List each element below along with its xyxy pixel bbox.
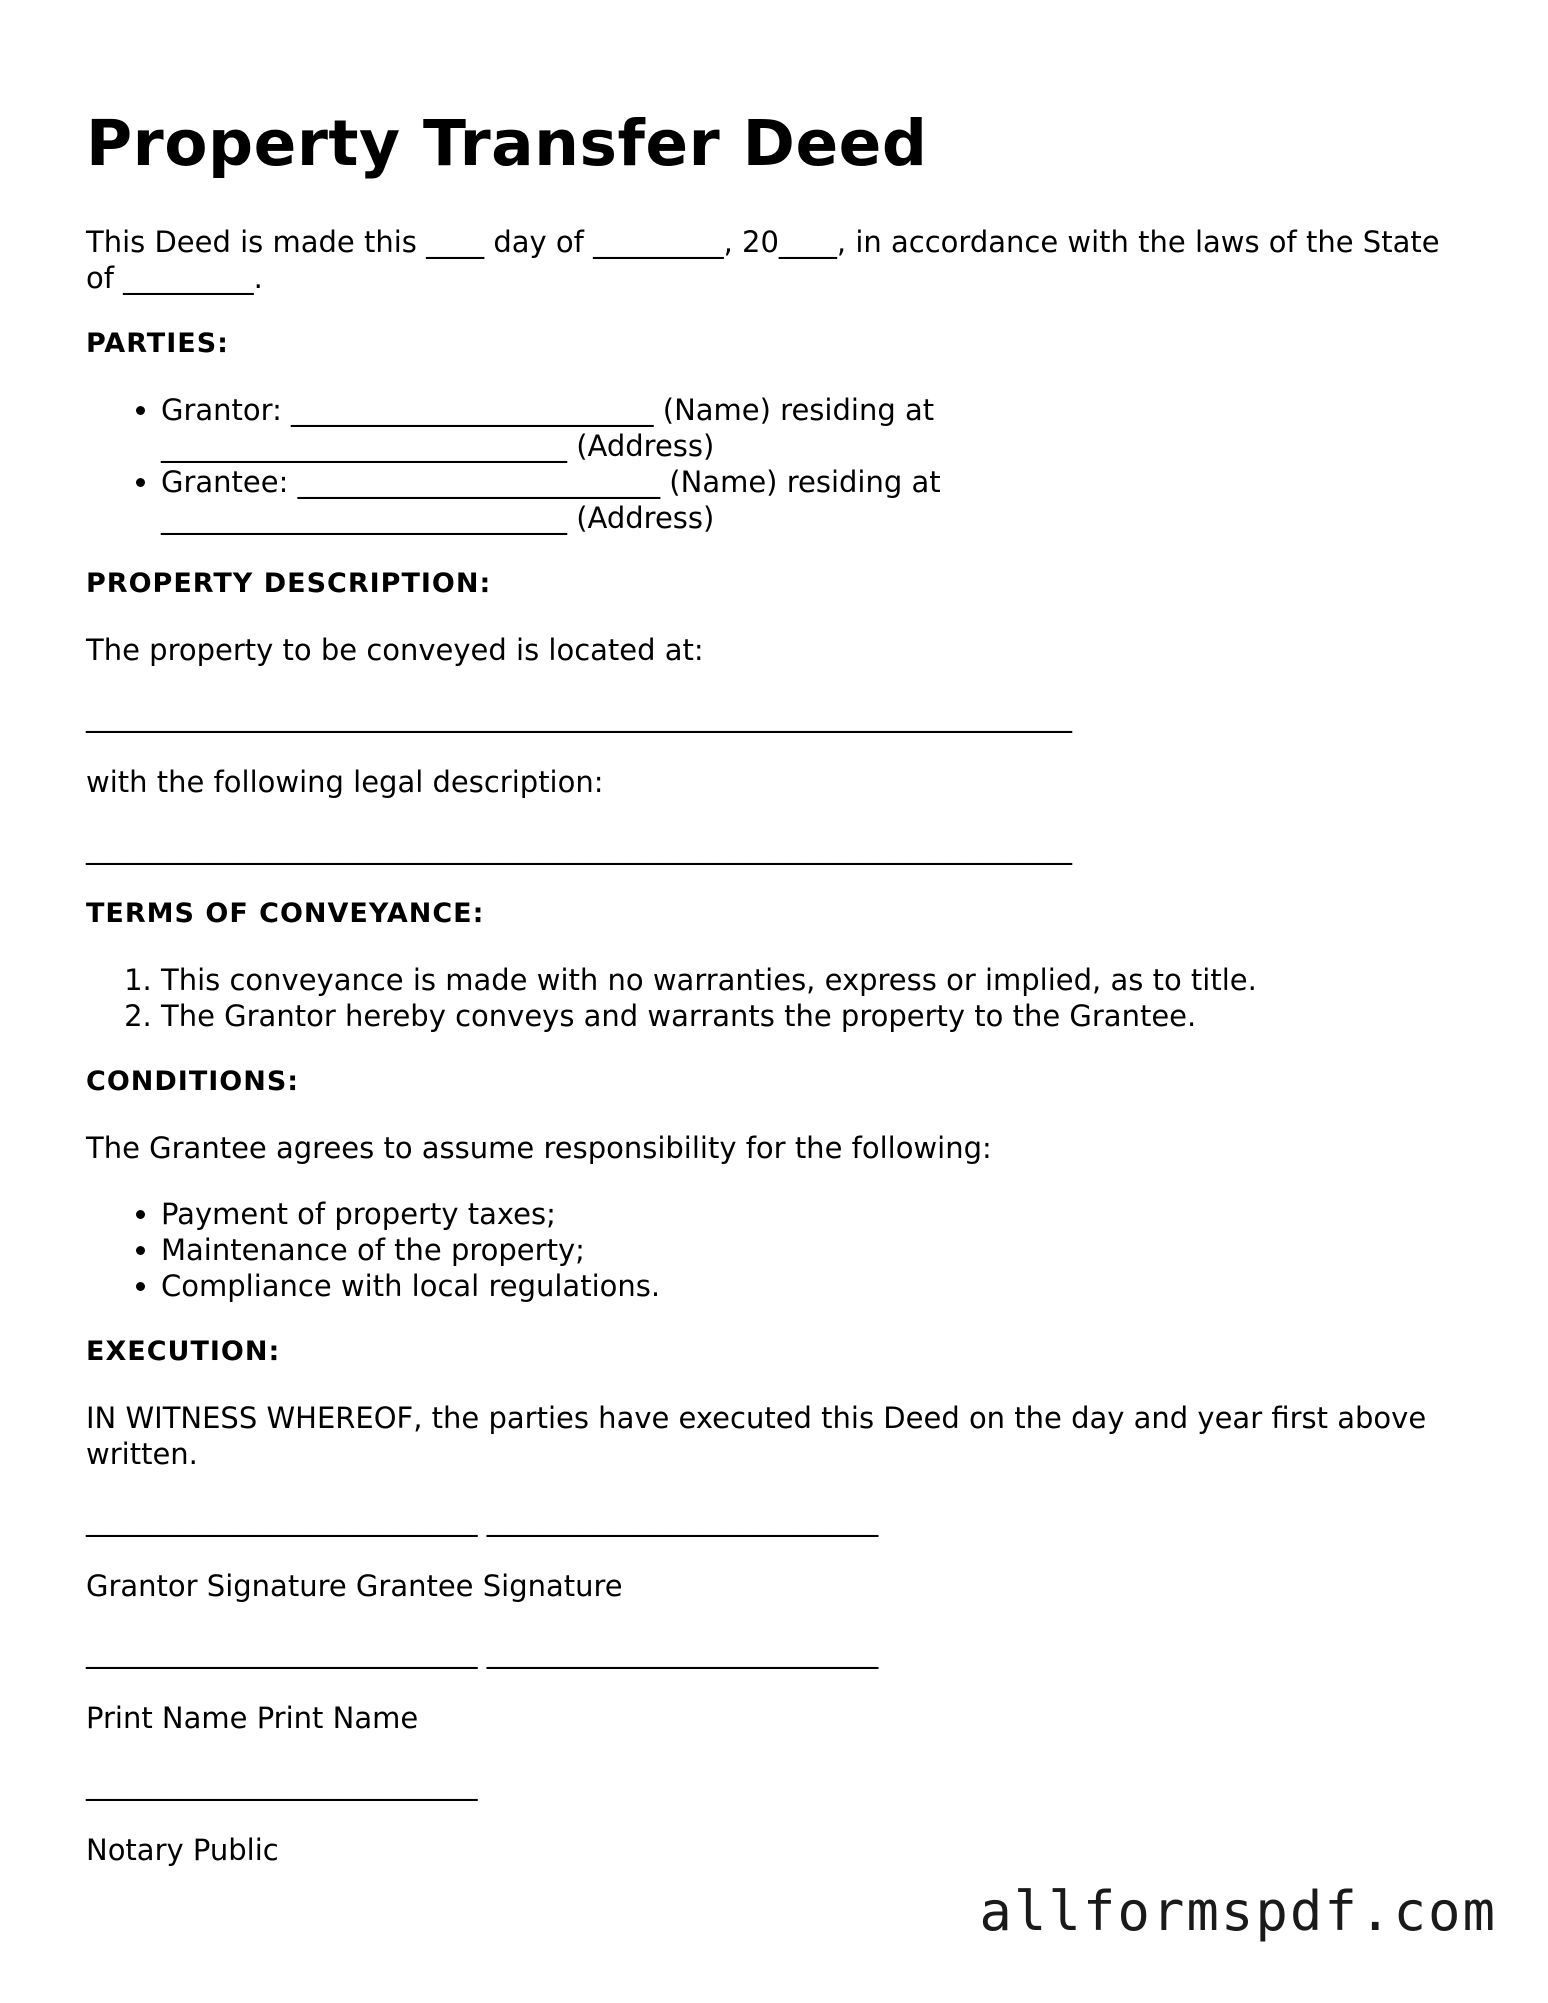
print-name-lines: ___________________________ ___________________________ [86, 1635, 879, 1669]
conditions-text: The Grantee agrees to assume responsibility for the following: [86, 1131, 992, 1165]
execution-heading: EXECUTION: [86, 1336, 281, 1367]
terms-heading: TERMS OF CONVEYANCE: [86, 898, 485, 929]
property-description-heading: PROPERTY DESCRIPTION: [86, 568, 492, 599]
deed-document [86, 108, 1466, 1898]
list-item: 2. The Grantor hereby conveys and warrants the property to the Grantee. [161, 998, 1466, 1034]
property-location-text: The property to be conveyed is located at: [86, 633, 704, 667]
conditions-list [86, 1196, 1466, 1304]
list-item: • Grantee: _________________________ (Name) residing at ____________________________ (Address) [161, 464, 1161, 536]
property-location-line: ____________________________________________________________________ [86, 699, 1072, 733]
list-item: • Compliance with local regulations. [161, 1268, 1466, 1304]
parties-heading: PARTIES: [86, 328, 229, 359]
legal-description-line: ____________________________________________________________________ [86, 831, 1072, 865]
document-title: Property Transfer Deed [86, 107, 928, 180]
list-item: 1. This conveyance is made with no warranties, express or implied, as to title. [161, 962, 1466, 998]
list-item: • Maintenance of the property; [161, 1232, 1466, 1268]
legal-description-text: with the following legal description: [86, 765, 604, 799]
notary-label: Notary Public [86, 1833, 279, 1867]
print-name-labels: Print Name Print Name [86, 1701, 419, 1735]
parties-list [86, 392, 1161, 536]
list-item: • Payment of property taxes; [161, 1196, 1466, 1232]
terms-list [86, 962, 1466, 1034]
list-item: • Grantor: _________________________ (Name) residing at ____________________________ (Address) [161, 392, 1161, 464]
intro-paragraph: This Deed is made this ____ day of _________, 20____, in accordance with the laws of the State of _________. [86, 225, 1440, 295]
signature-block [86, 1502, 1466, 1868]
signature-labels: Grantor Signature Grantee Signature [86, 1569, 623, 1603]
execution-text: IN WITNESS WHEREOF, the parties have executed this Deed on the day and year first above written. [86, 1401, 1427, 1471]
conditions-heading: CONDITIONS: [86, 1066, 300, 1097]
watermark: allformspdf.com [979, 1880, 1497, 1943]
signature-lines: ___________________________ ___________________________ [86, 1503, 879, 1537]
notary-line: ___________________________ [86, 1767, 478, 1801]
